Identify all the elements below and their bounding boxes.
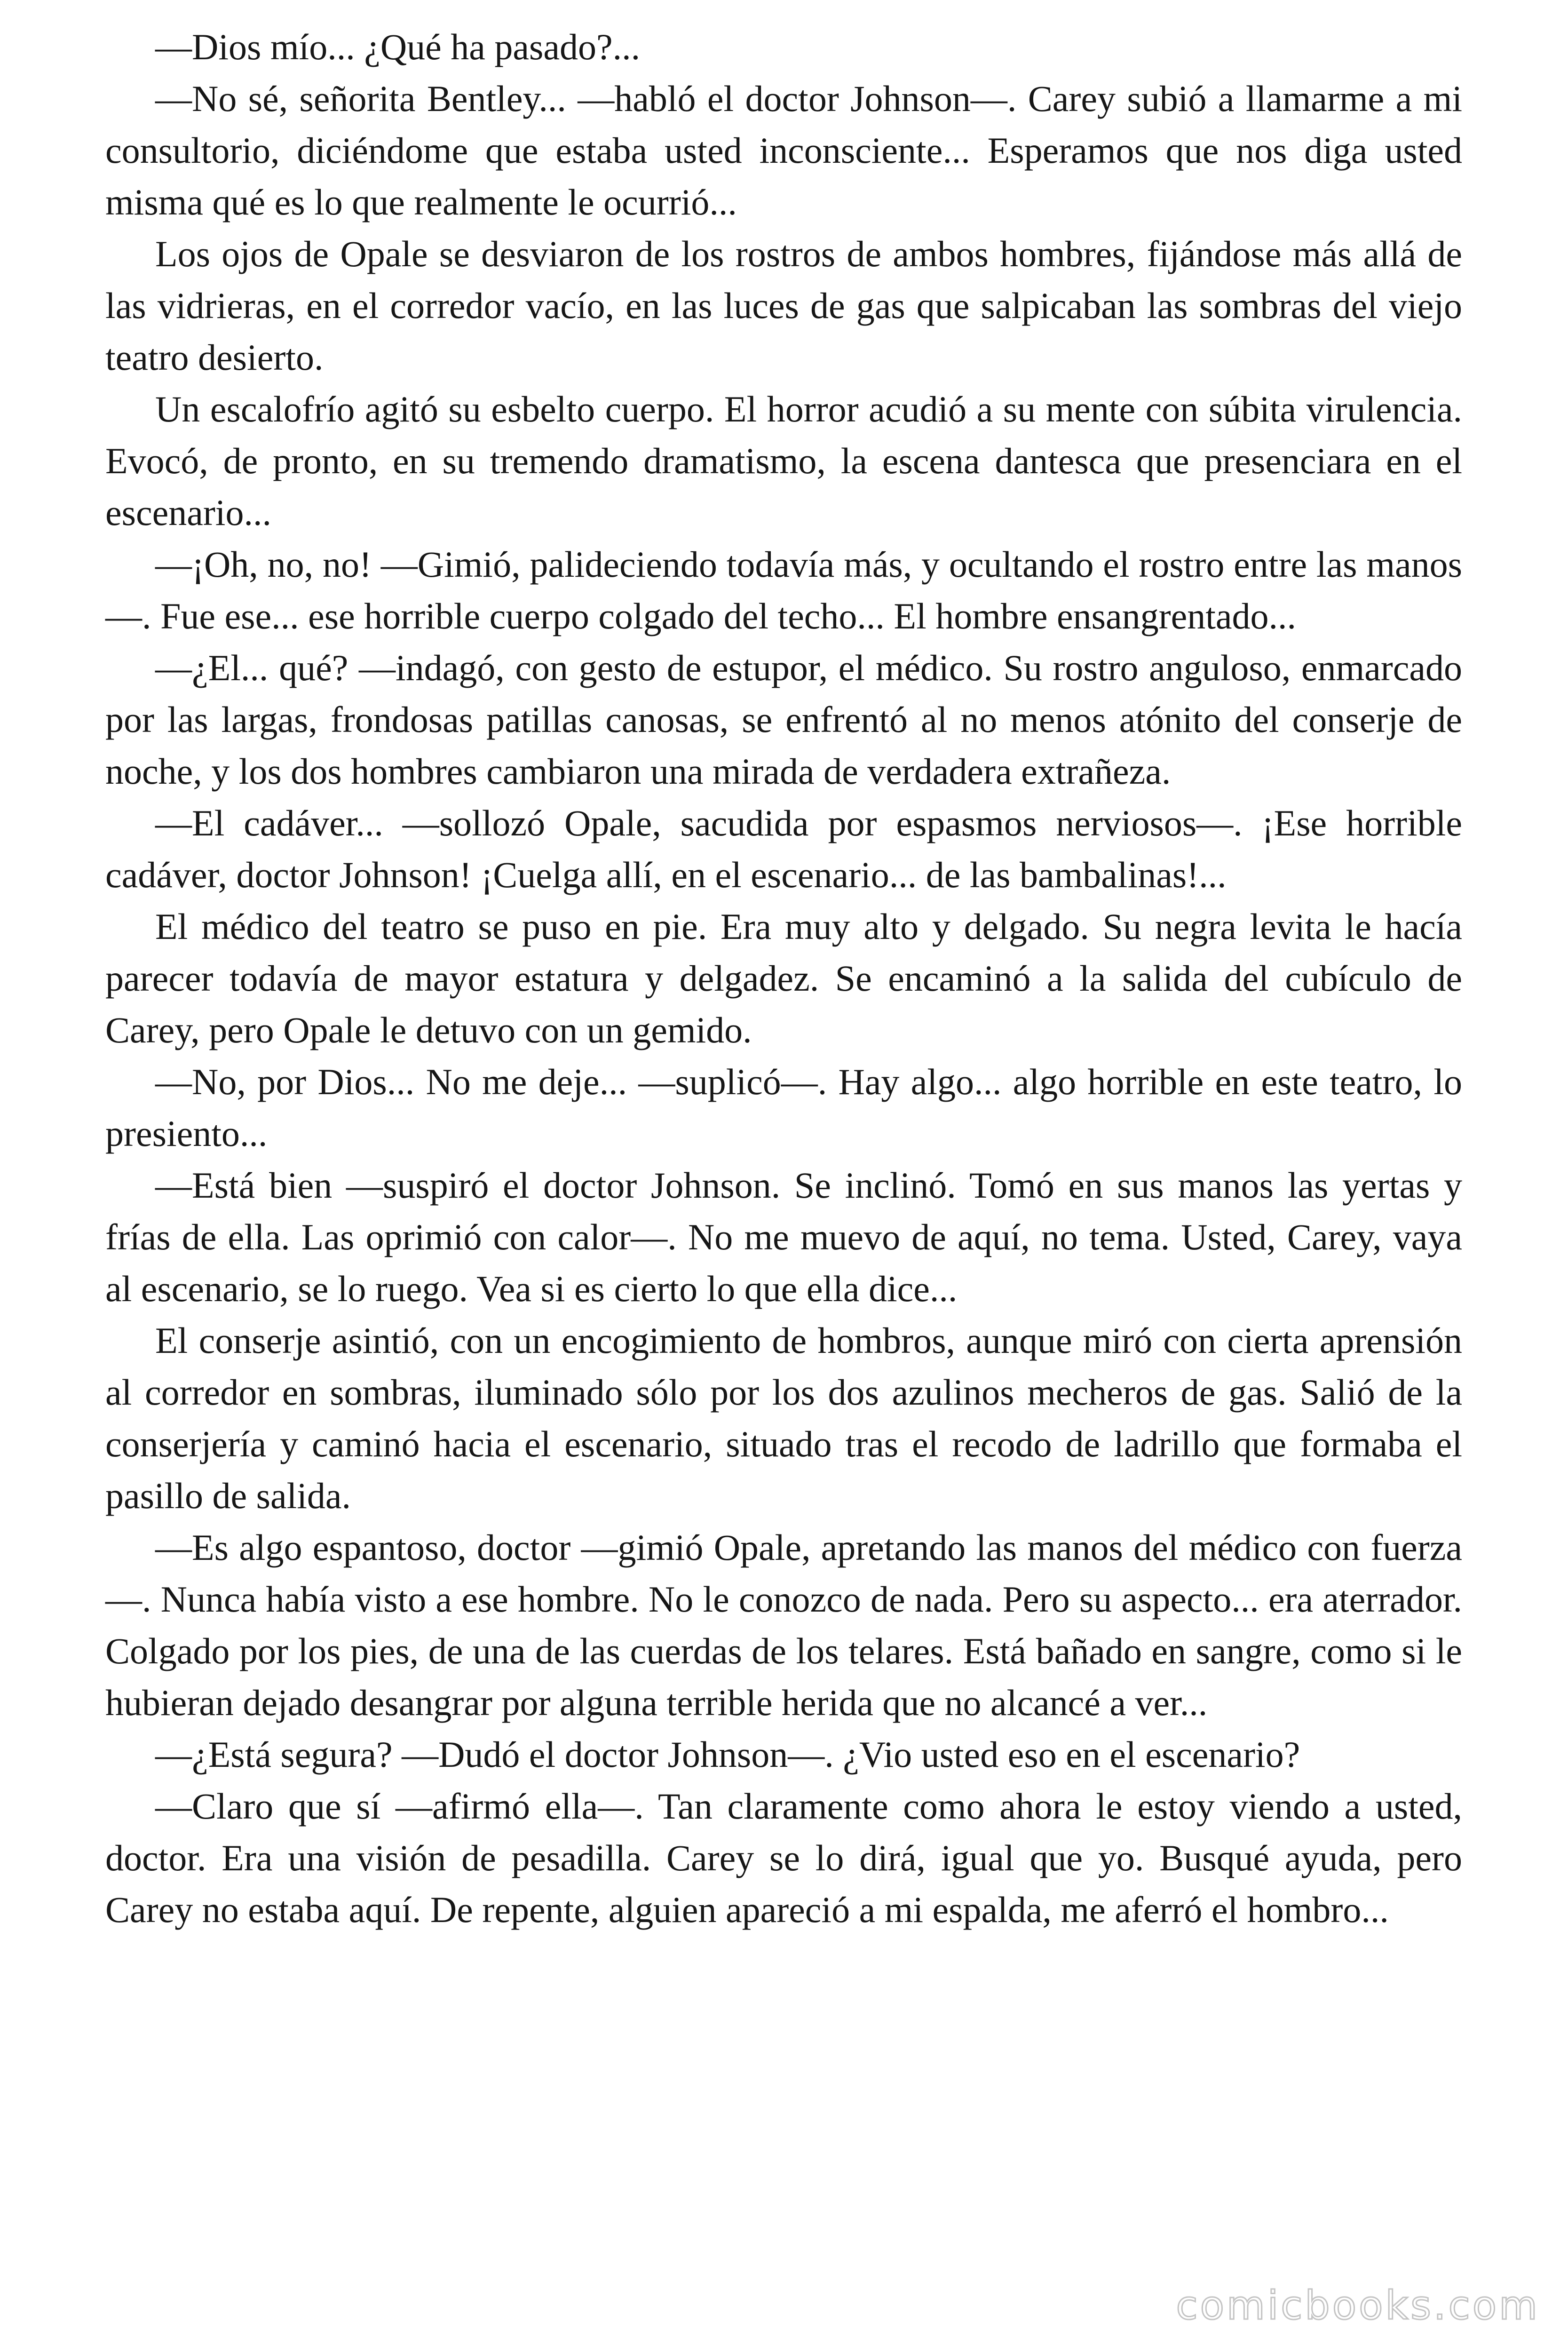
paragraph: —¡Oh, no, no! —Gimió, palideciendo todavía más, y ocultando el rostro entre las manos—. Fue ese... ese horrible cuerpo colgado del techo... El hombre ensangrentado...: [105, 544, 1462, 636]
paragraph: —¿Está segura? —Dudó el doctor Johnson—. ¿Vio usted eso en el escenario?: [155, 1734, 1300, 1775]
paragraph: —¿El... qué? —indagó, con gesto de estupor, el médico. Su rostro anguloso, enmarcado por las largas, frondosas patillas canosas, se enfrentó al no menos atónito del conserje de noche, y los dos hombres cambiaron una mirada de verdadera extrañeza.: [105, 647, 1462, 792]
paragraph: —No sé, señorita Bentley... —habló el doctor Johnson—. Carey subió a llamarme a mi consultorio, diciéndome que estaba usted inconsciente... Esperamos que nos diga usted misma qué es lo que realmente le ocurrió...: [105, 78, 1462, 222]
paragraph: El conserje asintió, con un encogimiento de hombros, aunque miró con cierta aprensión al corredor en sombras, iluminado sólo por los dos azulinos mecheros de gas. Salió de la conserjería y caminó hacia el escenario, situado tras el recodo de ladrillo que formaba el pasillo de salida.: [105, 1320, 1462, 1516]
paragraph: —Está bien —suspiró el doctor Johnson. Se inclinó. Tomó en sus manos las yertas y frías de ella. Las oprimió con calor—. No me muevo de aquí, no tema. Usted, Carey, vaya al escenario, se lo ruego. Vea si es cierto lo que ella dice...: [105, 1165, 1462, 1309]
paragraph: —Es algo espantoso, doctor —gimió Opale, apretando las manos del médico con fuerza—. Nunca había visto a ese hombre. No le conozco de nada. Pero su aspecto... era aterrador. Colgado por los pies, de una de las cuerdas de los telares. Está bañado en sangre, como si le hubieran dejado desangrar por alguna terrible herida que no alcancé a ver...: [105, 1527, 1462, 1723]
paragraph: —Dios mío... ¿Qué ha pasado?...: [155, 26, 641, 67]
paragraph: —El cadáver... —sollozó Opale, sacudida por espasmos nerviosos—. ¡Ese horrible cadáver, doctor Johnson! ¡Cuelga allí, en el escenario... de las bambalinas!...: [105, 803, 1462, 895]
paragraph: El médico del teatro se puso en pie. Era muy alto y delgado. Su negra levita le hacía parecer todavía de mayor estatura y delgadez. Se encaminó a la salida del cubículo de Carey, pero Opale le detuvo con un gemido.: [105, 906, 1462, 1050]
page-body: [105, 21, 1462, 1936]
paragraph: Un escalofrío agitó su esbelto cuerpo. El horror acudió a su mente con súbita virulencia. Evocó, de pronto, en su tremendo dramatismo, la escena dantesca que presenciara en el escenario...: [105, 389, 1462, 533]
paragraph: —No, por Dios... No me deje... —suplicó—. Hay algo... algo horrible en este teatro, lo presiento...: [105, 1061, 1462, 1154]
paragraph: Los ojos de Opale se desviaron de los rostros de ambos hombres, fijándose más allá de las vidrieras, en el corredor vacío, en las luces de gas que salpicaban las sombras del viejo teatro desierto.: [105, 233, 1462, 378]
paragraph: —Claro que sí —afirmó ella—. Tan claramente como ahora le estoy viendo a usted, doctor. Era una visión de pesadilla. Carey se lo dirá, igual que yo. Busqué ayuda, pero Carey no estaba aquí. De repente, alguien apareció a mi espalda, me aferró el hombro...: [105, 1786, 1462, 1930]
watermark: comicbooks.com: [1176, 2282, 1540, 2328]
